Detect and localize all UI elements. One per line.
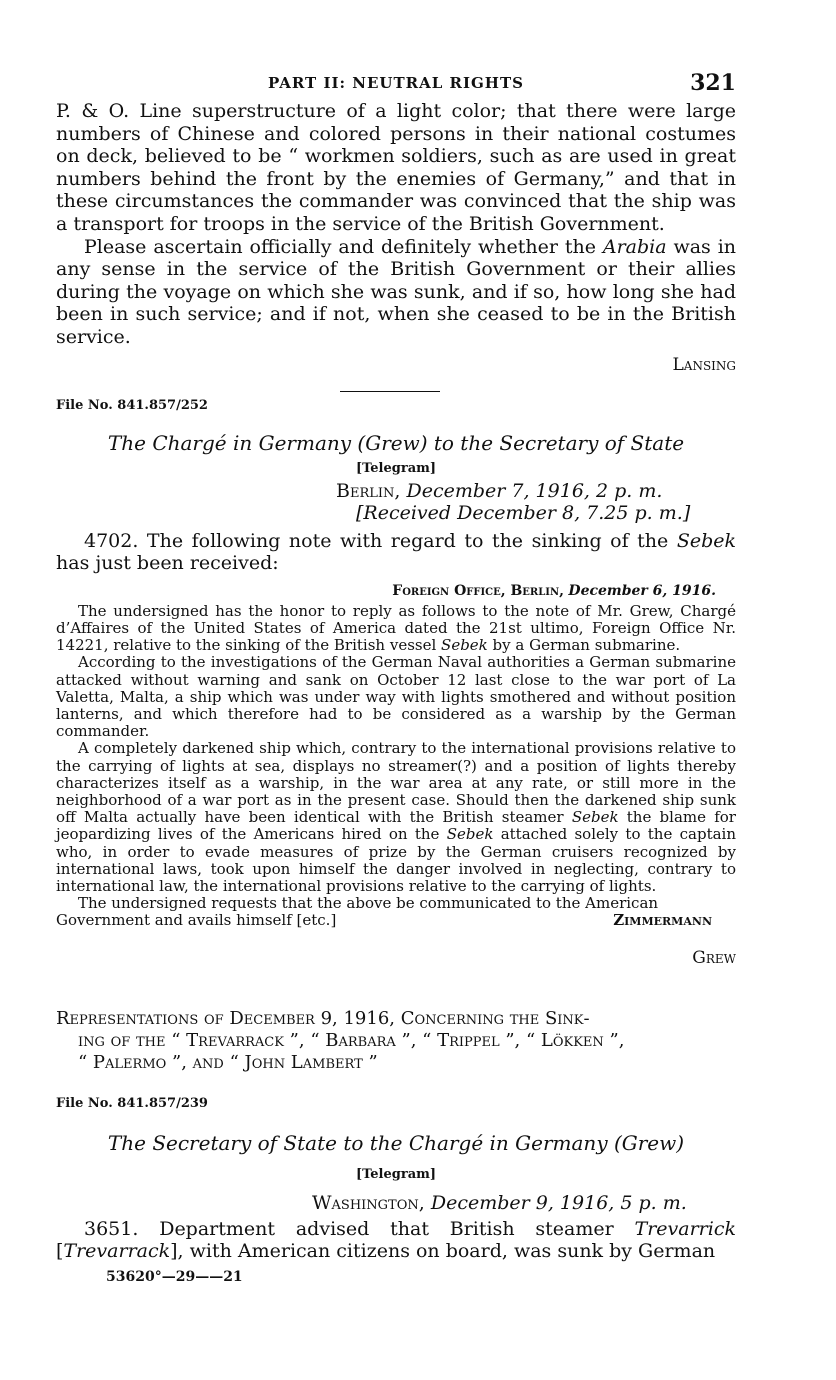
- ship-name: Trevarrack: [63, 1240, 171, 1263]
- text-run: was in any sense in the service of the British Government or their allies during the voyage on which she was sunk, and if so, how long she had been in such service; and if not, when she ceased to be in the British service.: [56, 235, 737, 348]
- text-run: 3651. Department advised that British steamer: [84, 1217, 635, 1240]
- telegram-intro: [56, 530, 736, 575]
- document-page: [56, 70, 736, 1285]
- section-heading: [56, 1008, 736, 1074]
- opening-paragraph-1: P. & O. Line superstructure of a light color; that there were large numbers of Chinese and colored persons in their national costumes on deck, believed to be “ workmen soldiers, such as are used in great numbers behind the front by the enemies of Germany,” and that in these circumstances the commander was convinced that the ship was a transport for troops in the service of the British Government.: [56, 100, 736, 235]
- ship-name: Sebek: [441, 636, 488, 655]
- text-run: by a German submarine.: [487, 636, 681, 655]
- note-date: December 6, 1916.: [568, 582, 716, 599]
- section-heading-line: ing of the “ Trevarrack ”, “ Barbara ”, “ Trippel ”, “ Lökken ”,: [78, 1029, 625, 1051]
- text-run: has just been received:: [56, 552, 279, 575]
- section-heading-line: “ Palermo ”, and “ John Lambert ”: [78, 1051, 378, 1073]
- dateline-date: December 7, 1916, 2 p. m.: [406, 479, 663, 502]
- dateline-place: Washington,: [312, 1191, 425, 1214]
- signature-grew: Grew: [692, 947, 736, 968]
- document-title: The Chargé in Germany (Grew) to the Secretary of State: [107, 430, 685, 455]
- note-place: Foreign Office, Berlin,: [392, 582, 564, 599]
- note-paragraph-2: According to the investigations of the German Naval authorities a German submarine attacked without warning and sank on October 12 last close to the war port of La Valetta, Malta, a ship which was under way with lights smothered and without position lanterns, and which therefore had to be considered as a warship by the German commander.: [56, 653, 736, 741]
- telegram-label: [Telegram]: [355, 1166, 437, 1182]
- signature-zimmermann: Zimmermann: [613, 911, 712, 930]
- dateline-date: December 9, 1916, 5 p. m.: [430, 1191, 687, 1214]
- opening-text: [56, 100, 736, 349]
- signature-lansing: Lansing: [672, 354, 736, 375]
- divider-rule: [340, 391, 440, 392]
- dateline-place: Berlin,: [336, 479, 401, 502]
- note-paragraph-3: [56, 740, 736, 895]
- running-head: PART II: NEUTRAL RIGHTS: [268, 74, 524, 92]
- file-number: File No. 841.857/239: [56, 1095, 208, 1111]
- text-run: ], with American citizens on board, was sunk by German: [170, 1240, 716, 1263]
- dateline: [56, 480, 736, 502]
- telegram-body: [56, 1218, 736, 1263]
- note-paragraph-1: [56, 603, 736, 655]
- telegram-label: [Telegram]: [355, 460, 437, 476]
- received-line: [Received December 8, 7.25 p. m.]: [356, 501, 691, 524]
- print-code: 53620°—29——21: [106, 1268, 243, 1285]
- ship-name: Trevarrick: [634, 1217, 736, 1240]
- note-paragraph-4: The undersigned requests that the above be communicated to the American: [78, 894, 659, 913]
- ship-name: Sebek: [571, 808, 619, 827]
- document-title: The Secretary of State to the Chargé in Germany (Grew): [107, 1130, 685, 1155]
- text-run: The undersigned has the honor to reply as follows to the note of Mr. Grew, Chargé d’Affaires of the United States of America dated the 21st ultimo, Foreign Office Nr. 14221, relative to the sinking of the British vessel: [56, 601, 736, 655]
- dateline: [56, 1192, 736, 1214]
- note-closing-text: Government and avails himself [etc.]: [56, 911, 337, 930]
- note-dateline: [56, 583, 736, 599]
- text-run: attached solely to the captain who, in order to evade measures of prize by the German cruisers recognized by international laws, took upon himself the danger involved in neglecting, contrary to international law, the international provisions relative to the carrying of lights.: [56, 825, 737, 895]
- text-run: Please ascertain officially and definitely whether the: [84, 235, 603, 258]
- ship-name: Sebek: [676, 529, 736, 552]
- ship-name: Sebek: [446, 825, 494, 844]
- note-closing-line: [56, 912, 736, 929]
- file-number: File No. 841.857/252: [56, 397, 208, 413]
- text-run: [: [56, 1240, 64, 1263]
- page-number: 321: [690, 70, 736, 96]
- text-run: the blame for jeopardizing lives of the Americans hired on the: [56, 808, 736, 844]
- ship-name: Arabia: [602, 235, 667, 258]
- opening-paragraph-2: [56, 236, 736, 349]
- german-note: [56, 603, 736, 930]
- text-run: 4702. The following note with regard to the sinking of the: [84, 529, 677, 552]
- section-heading-line: Representations of December 9, 1916, Concerning the Sink-: [56, 1007, 590, 1029]
- page-header: [56, 70, 736, 100]
- text-run: A completely darkened ship which, contrary to the international provisions relative to the carrying of lights at sea, displays no streamer(?) and a position of lights thereby characterizes itself as a warship, in the war area at any rate, or still more in the neighborhood of a war port as in the present case. Should then the darkened ship sunk off Malta actually have been identical with the British steamer: [56, 739, 736, 827]
